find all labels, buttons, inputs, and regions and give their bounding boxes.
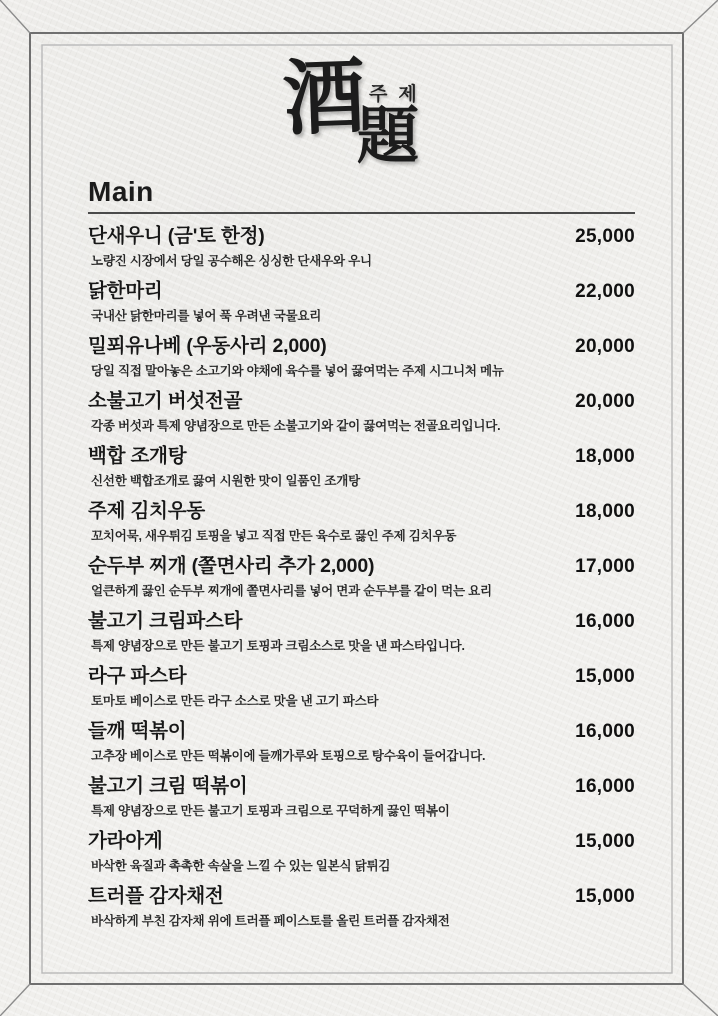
menu-item bbox=[88, 715, 635, 770]
item-name: 주제 김치우동 bbox=[88, 500, 206, 522]
item-name: 라구 파스타 bbox=[88, 665, 187, 687]
item-name: 백합 조개탕 bbox=[88, 445, 187, 467]
logo-hangul-juje: 주제 bbox=[369, 84, 428, 105]
item-price: 22,000 bbox=[575, 281, 635, 302]
item-price: 20,000 bbox=[575, 391, 635, 412]
item-name: 단새우니 (금'토 한정) bbox=[88, 225, 265, 247]
menu-item bbox=[88, 220, 635, 275]
item-price: 16,000 bbox=[575, 776, 635, 797]
logo-hanja-dai: 題 bbox=[357, 102, 420, 171]
item-name: 불고기 크림 떡볶이 bbox=[88, 775, 248, 797]
item-price: 15,000 bbox=[575, 831, 635, 852]
item-price: 15,000 bbox=[575, 666, 635, 687]
menu-item bbox=[88, 440, 635, 495]
item-price: 20,000 bbox=[575, 336, 635, 357]
item-price: 25,000 bbox=[575, 226, 635, 247]
menu-item bbox=[88, 660, 635, 715]
item-description: 바삭하게 부친 감자채 위에 트러플 페이스토를 올린 트러플 감자채전 bbox=[91, 914, 450, 928]
item-description: 신선한 백합조개로 끓여 시원한 맛이 일품인 조개탕 bbox=[91, 474, 361, 488]
item-price: 17,000 bbox=[575, 556, 635, 577]
item-description: 고추장 베이스로 만든 떡볶이에 들깨가루와 토핑으로 탕수육이 들어갑니다. bbox=[91, 749, 486, 763]
menu-item bbox=[88, 385, 635, 440]
item-description: 국내산 닭한마리를 넣어 푹 우려낸 국물요리 bbox=[91, 309, 322, 323]
item-price: 15,000 bbox=[575, 886, 635, 907]
menu-item bbox=[88, 770, 635, 825]
item-name: 들깨 떡볶이 bbox=[88, 720, 187, 742]
item-description: 각종 버섯과 특제 양념장으로 만든 소불고기와 같이 끓여먹는 전골요리입니다. bbox=[91, 419, 501, 433]
menu-item bbox=[88, 825, 635, 880]
item-name: 닭한마리 bbox=[88, 280, 163, 302]
item-description: 토마토 베이스로 만든 라구 소스로 맛을 낸 고기 파스타 bbox=[91, 694, 379, 708]
item-price: 18,000 bbox=[575, 501, 635, 522]
menu-item bbox=[88, 880, 635, 935]
item-price: 18,000 bbox=[575, 446, 635, 467]
item-name: 가라아게 bbox=[88, 830, 163, 852]
menu-item bbox=[88, 330, 635, 385]
item-description: 특제 양념장으로 만든 불고기 토핑과 크림으로 꾸덕하게 끓인 떡볶이 bbox=[91, 804, 450, 818]
menu-item bbox=[88, 605, 635, 660]
menu-item-list bbox=[88, 220, 635, 935]
item-name: 밀푀유나베 (우동사리 2,000) bbox=[88, 335, 327, 357]
item-description: 특제 양념장으로 만든 불고기 토핑과 크림소스로 맛을 낸 파스타입니다. bbox=[91, 639, 465, 653]
item-name: 순두부 찌개 (쫄면사리 추가 2,000) bbox=[88, 555, 375, 577]
menu-item bbox=[88, 275, 635, 330]
item-price: 16,000 bbox=[575, 611, 635, 632]
menu-item bbox=[88, 550, 635, 605]
item-description: 노량진 시장에서 당일 공수해온 싱싱한 단새우와 우니 bbox=[91, 254, 372, 268]
item-name: 트러플 감자채전 bbox=[88, 885, 224, 907]
section-divider bbox=[88, 212, 635, 214]
item-description: 얼큰하게 끓인 순두부 찌개에 쫄면사리를 넣어 면과 순두부를 같이 먹는 요리 bbox=[91, 584, 492, 598]
restaurant-logo bbox=[281, 51, 453, 176]
section-title: Main bbox=[88, 176, 154, 207]
item-price: 16,000 bbox=[575, 721, 635, 742]
item-description: 당일 직접 말아놓은 소고기와 야채에 육수를 넣어 끓여먹는 주제 시그니처 메뉴 bbox=[91, 364, 504, 378]
logo-hanja-sake: 酒 bbox=[281, 51, 367, 146]
menu-item bbox=[88, 495, 635, 550]
item-description: 바삭한 육질과 촉촉한 속살을 느낄 수 있는 일본식 닭튀김 bbox=[91, 859, 391, 873]
item-name: 소불고기 버섯전골 bbox=[88, 390, 243, 412]
menu-content bbox=[88, 176, 635, 935]
item-name: 불고기 크림파스타 bbox=[88, 610, 243, 632]
item-description: 꼬치어묵, 새우튀김 토핑을 넣고 직접 만든 육수로 끓인 주제 김치우동 bbox=[91, 529, 457, 543]
